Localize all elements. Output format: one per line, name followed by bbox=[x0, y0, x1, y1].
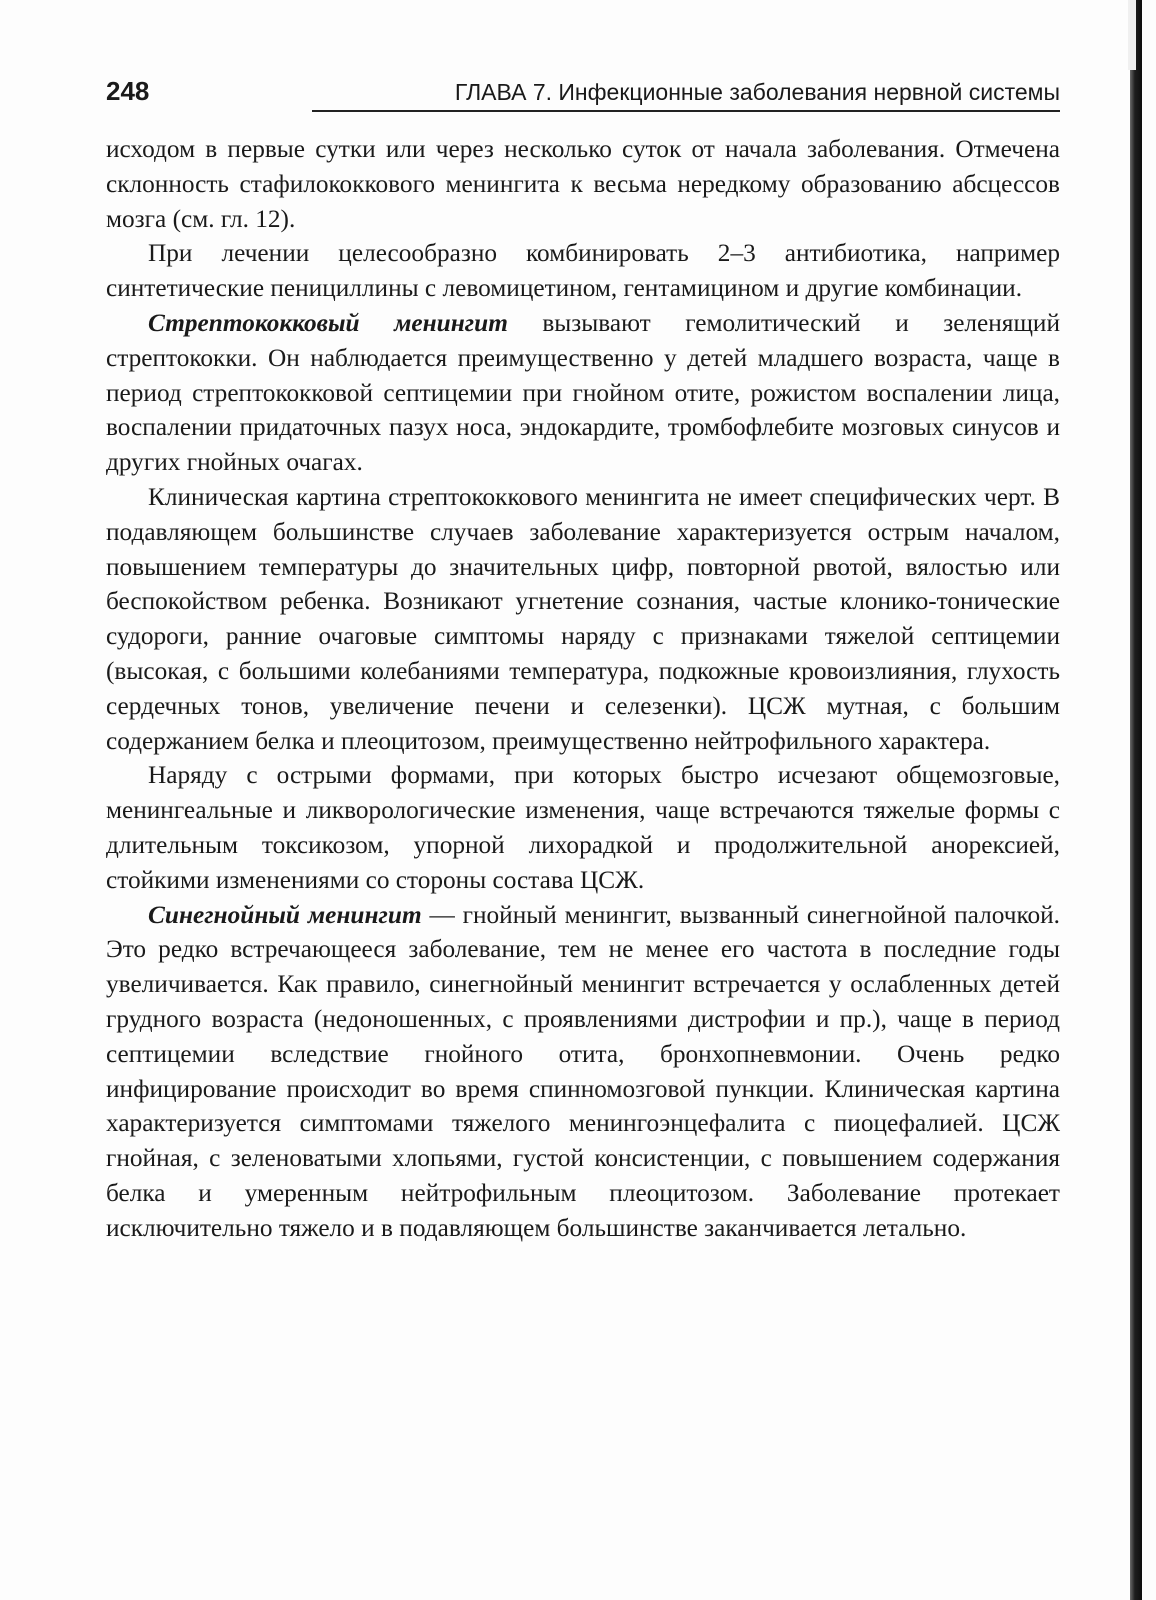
running-head: ГЛАВА 7. Инфекционные заболевания нервной системы bbox=[454, 79, 1060, 105]
paragraph-4 bbox=[106, 480, 1060, 758]
paragraph-2 bbox=[106, 236, 1060, 306]
paragraph-5 bbox=[106, 758, 1060, 897]
term-streptococcal-meningitis: Стрептококковый менингит bbox=[148, 308, 508, 337]
page-header bbox=[106, 74, 1060, 112]
paragraph-text: исходом в первые сутки или через несколько суток от начала заболевания. Отмечена склонность стафилококкового менингита к весьма нередкому образованию абсцессов мозга (см. гл. 12). bbox=[106, 135, 1060, 233]
paragraph-1 bbox=[106, 132, 1060, 236]
paragraph-6 bbox=[106, 898, 1060, 1246]
page-binding-edge bbox=[1130, 0, 1142, 1600]
term-pseudomonas-meningitis: Синегнойный менингит bbox=[148, 900, 422, 929]
paragraph-text: При лечении целесообразно комбинировать 2–3 антибиотика, например синтетические пенициллины с левомицетином, гентамицином и другие комбинации. bbox=[106, 239, 1060, 303]
paragraph-text: вызывают гемолитический и зеленящий стрептококки. Он наблюдается преимущественно у детей младшего возраста, чаще в период стрептококковой септицемии при гнойном отите, рожистом воспалении лица, воспалении придаточных пазух носа, эндокардите, тромбофлебите мозговых синусов и других гнойных очагах. bbox=[106, 308, 1060, 477]
header-rule bbox=[312, 110, 1060, 112]
page-number: 248 bbox=[106, 76, 150, 106]
paragraph-text: Клиническая картина стрептококкового менингита не имеет специфических черт. В подавляющем большинстве случаев заболевание характеризуется острым началом, повышением температуры до значительных цифр, повторной рвотой, вялостью или беспокойством ребенка. Возникают угнетение сознания, частые клонико-тонические судороги, ранние очаговые симптомы наряду с признаками тяжелой септицемии (высокая, с большими колебаниями температура, подкожные кровоизлияния, глухость сердечных тонов, увеличение печени и селезенки). ЦСЖ мутная, с большим содержанием белка и плеоцитозом, преимущественно нейтрофильного характера. bbox=[106, 482, 1060, 755]
paragraph-text: — гнойный менингит, вызванный синегнойной палочкой. Это редко встречающееся заболевание, тем не менее его частота в последние годы увеличивается. Как правило, синегнойный менингит встречается у ослабленных детей грудного возраста (недоношенных, с проявлениями дистрофии и пр.), чаще в период септицемии вследствие гнойного отита, бронхопневмонии. Очень редко инфицирование происходит во время спинномозговой пункции. Клиническая картина характеризуется симптомами тяжелого менингоэнцефалита с пиоцефалией. ЦСЖ гнойная, с зеленоватыми хлопьями, густой консистенции, с повышением содержания белка и умеренным нейтрофильным плеоцитозом. Заболевание протекает исключительно тяжело и в подавляющем большинстве заканчивается летально. bbox=[106, 900, 1060, 1242]
body-text bbox=[106, 132, 1060, 1246]
page-edge-gap bbox=[1128, 0, 1136, 70]
paragraph-text: Наряду с острыми формами, при которых быстро исчезают общемозговые, менингеальные и ликворологические изменения, чаще встречаются тяжелые формы с длительным токсикозом, упорной лихорадкой и продолжительной анорексией, стойкими изменениями со стороны состава ЦСЖ. bbox=[106, 761, 1060, 894]
paragraph-3 bbox=[106, 306, 1060, 480]
